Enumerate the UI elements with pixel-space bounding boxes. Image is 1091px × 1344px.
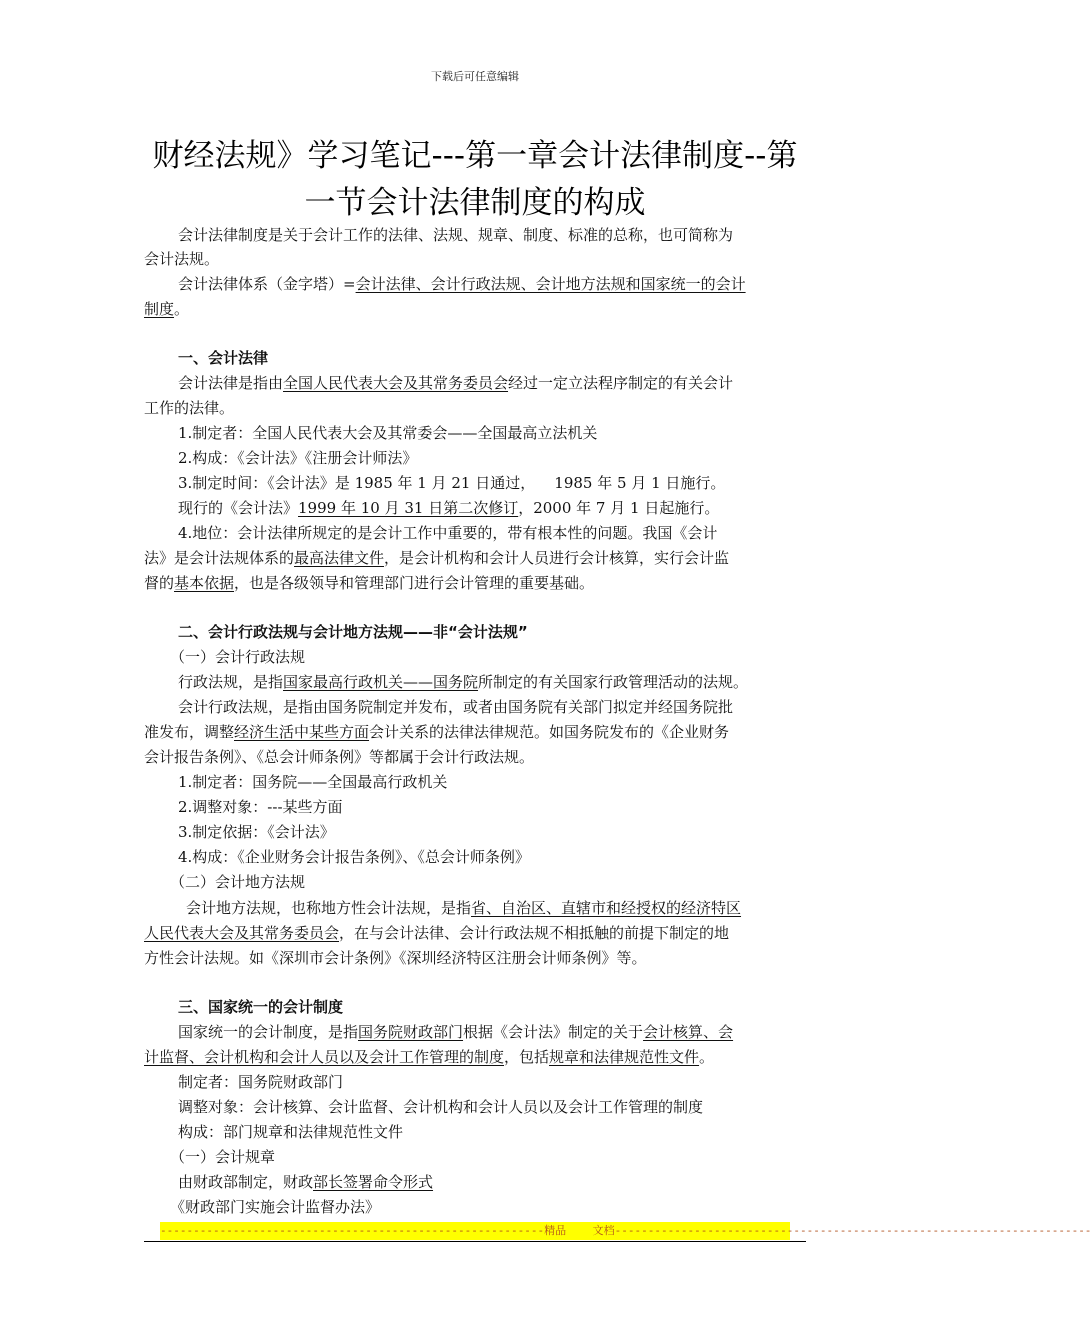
intro-paragraph-2: 会计法律体系（金字塔）=会计法律、会计行政法规、会计地方法规和国家统一的会计 bbox=[178, 275, 746, 293]
section-1-item-4-cont-2: 督的基本依据，也是各级领导和管理部门进行会计管理的重要基础。 bbox=[144, 574, 595, 592]
page-header-note: 下载后可任意编辑 bbox=[431, 70, 519, 83]
section-1-definition: 会计法律是指由全国人民代表大会及其常务委员会经过一定立法程序制定的有关会计 bbox=[178, 374, 734, 392]
section-2-accounting-admin-def-cont-1: 准发布，调整经济生活中某些方面会计关系的法律法律规范。如国务院发布的《企业财务 bbox=[144, 723, 730, 741]
section-2-subheading-1: （一）会计行政法规 bbox=[170, 648, 306, 666]
document-title-line-1: 财经法规》学习笔记---第一章会计法律制度--第 bbox=[152, 138, 798, 174]
footer-dashes-left: ---------------------------------------------------------- bbox=[160, 1224, 545, 1237]
section-3-item-1: 制定者：国务院财政部门 bbox=[178, 1073, 344, 1091]
section-3-item-3: 构成：部门规章和法律规范性文件 bbox=[178, 1123, 404, 1141]
intro-paragraph-1-cont: 会计法规。 bbox=[144, 250, 220, 268]
section-3-heading: 三、国家统一的会计制度 bbox=[178, 998, 344, 1016]
section-2-local-def-cont-2: 方性会计法规。如《深圳市会计条例》《深圳经济特区注册会计师条例》等。 bbox=[144, 949, 647, 967]
section-2-subheading-2: （二）会计地方法规 bbox=[170, 873, 306, 891]
intro-paragraph-2-cont: 制度。 bbox=[144, 300, 190, 318]
section-1-item-2: 2.构成：《会计法》《注册会计师法》 bbox=[178, 449, 418, 467]
section-3-definition-cont: 计监督、会计机构和会计人员以及会计工作管理的制度，包括规章和法律规范性文件。 bbox=[144, 1048, 715, 1066]
section-1-item-3-cont: 现行的《会计法》1999 年 10 月 31 日第二次修订，2000 年 7 月 1 日起施行。 bbox=[178, 499, 720, 517]
section-1-item-4-cont-1: 法》是会计法规体系的最高法律文件，是会计机构和会计人员进行会计核算，实行会计监 bbox=[144, 549, 730, 567]
footer-rule bbox=[144, 1241, 806, 1242]
section-2-local-def-cont-1: 人民代表大会及其常务委员会，在与会计法律、会计行政法规不相抵触的前提下制定的地 bbox=[144, 924, 730, 942]
section-3-item-2: 调整对象：会计核算、会计监督、会计机构和会计人员以及会计工作管理的制度 bbox=[178, 1098, 704, 1116]
section-2-item-4: 4.构成：《企业财务会计报告条例》、《总会计师条例》 bbox=[178, 848, 530, 866]
section-1-item-3: 3.制定时间：《会计法》是 1985 年 1 月 21 日通过， 1985 年 5 月 1 日施行。 bbox=[178, 474, 726, 492]
footer-banner bbox=[160, 1222, 1091, 1240]
section-1-item-1: 1.制定者：全国人民代表大会及其常委会——全国最高立法机关 bbox=[178, 424, 598, 442]
section-2-heading: 二、会计行政法规与会计地方法规——非“会计法规” bbox=[178, 623, 528, 641]
section-3-regulation-note: 由财政部制定，财政部长签署命令形式 bbox=[178, 1173, 434, 1191]
section-1-item-4: 4.地位：会计法律所规定的是会计工作中重要的，带有根本性的问题。我国《会计 bbox=[178, 524, 718, 542]
section-1-definition-cont: 工作的法律。 bbox=[144, 399, 235, 417]
footer-label: 精品 文档 bbox=[544, 1224, 615, 1237]
section-3-definition: 国家统一的会计制度，是指国务院财政部门根据《会计法》制定的关于会计核算、会 bbox=[178, 1023, 734, 1041]
section-2-item-3: 3.制定依据：《会计法》 bbox=[178, 823, 335, 841]
section-2-local-def: 会计地方法规，也称地方性会计法规，是指省、自治区、直辖市和经授权的经济特区 bbox=[186, 899, 742, 917]
section-2-accounting-admin-def: 会计行政法规，是指由国务院制定并发布，或者由国务院有关部门拟定并经国务院批 bbox=[178, 698, 734, 716]
section-2-accounting-admin-def-cont-2: 会计报告条例》、《总会计师条例》等都属于会计行政法规。 bbox=[144, 748, 535, 766]
section-3-regulation-example: 《财政部门实施会计监督办法》 bbox=[170, 1198, 381, 1216]
document-title-line-2: 一节会计法律制度的构成 bbox=[304, 185, 646, 221]
section-2-admin-def: 行政法规，是指国家最高行政机关——国务院所制定的有关国家行政管理活动的法规。 bbox=[178, 673, 749, 691]
footer-dashes-right: ------------------------------------------------------------------------ bbox=[614, 1224, 1091, 1237]
intro-paragraph-1: 会计法律制度是关于会计工作的法律、法规、规章、制度、标准的总称，也可简称为 bbox=[178, 226, 734, 244]
section-2-item-1: 1.制定者：国务院——全国最高行政机关 bbox=[178, 773, 448, 791]
section-3-subheading-1: （一）会计规章 bbox=[170, 1148, 276, 1166]
section-2-item-2: 2.调整对象：---某些方面 bbox=[178, 798, 343, 816]
section-1-heading: 一、会计法律 bbox=[178, 349, 269, 367]
